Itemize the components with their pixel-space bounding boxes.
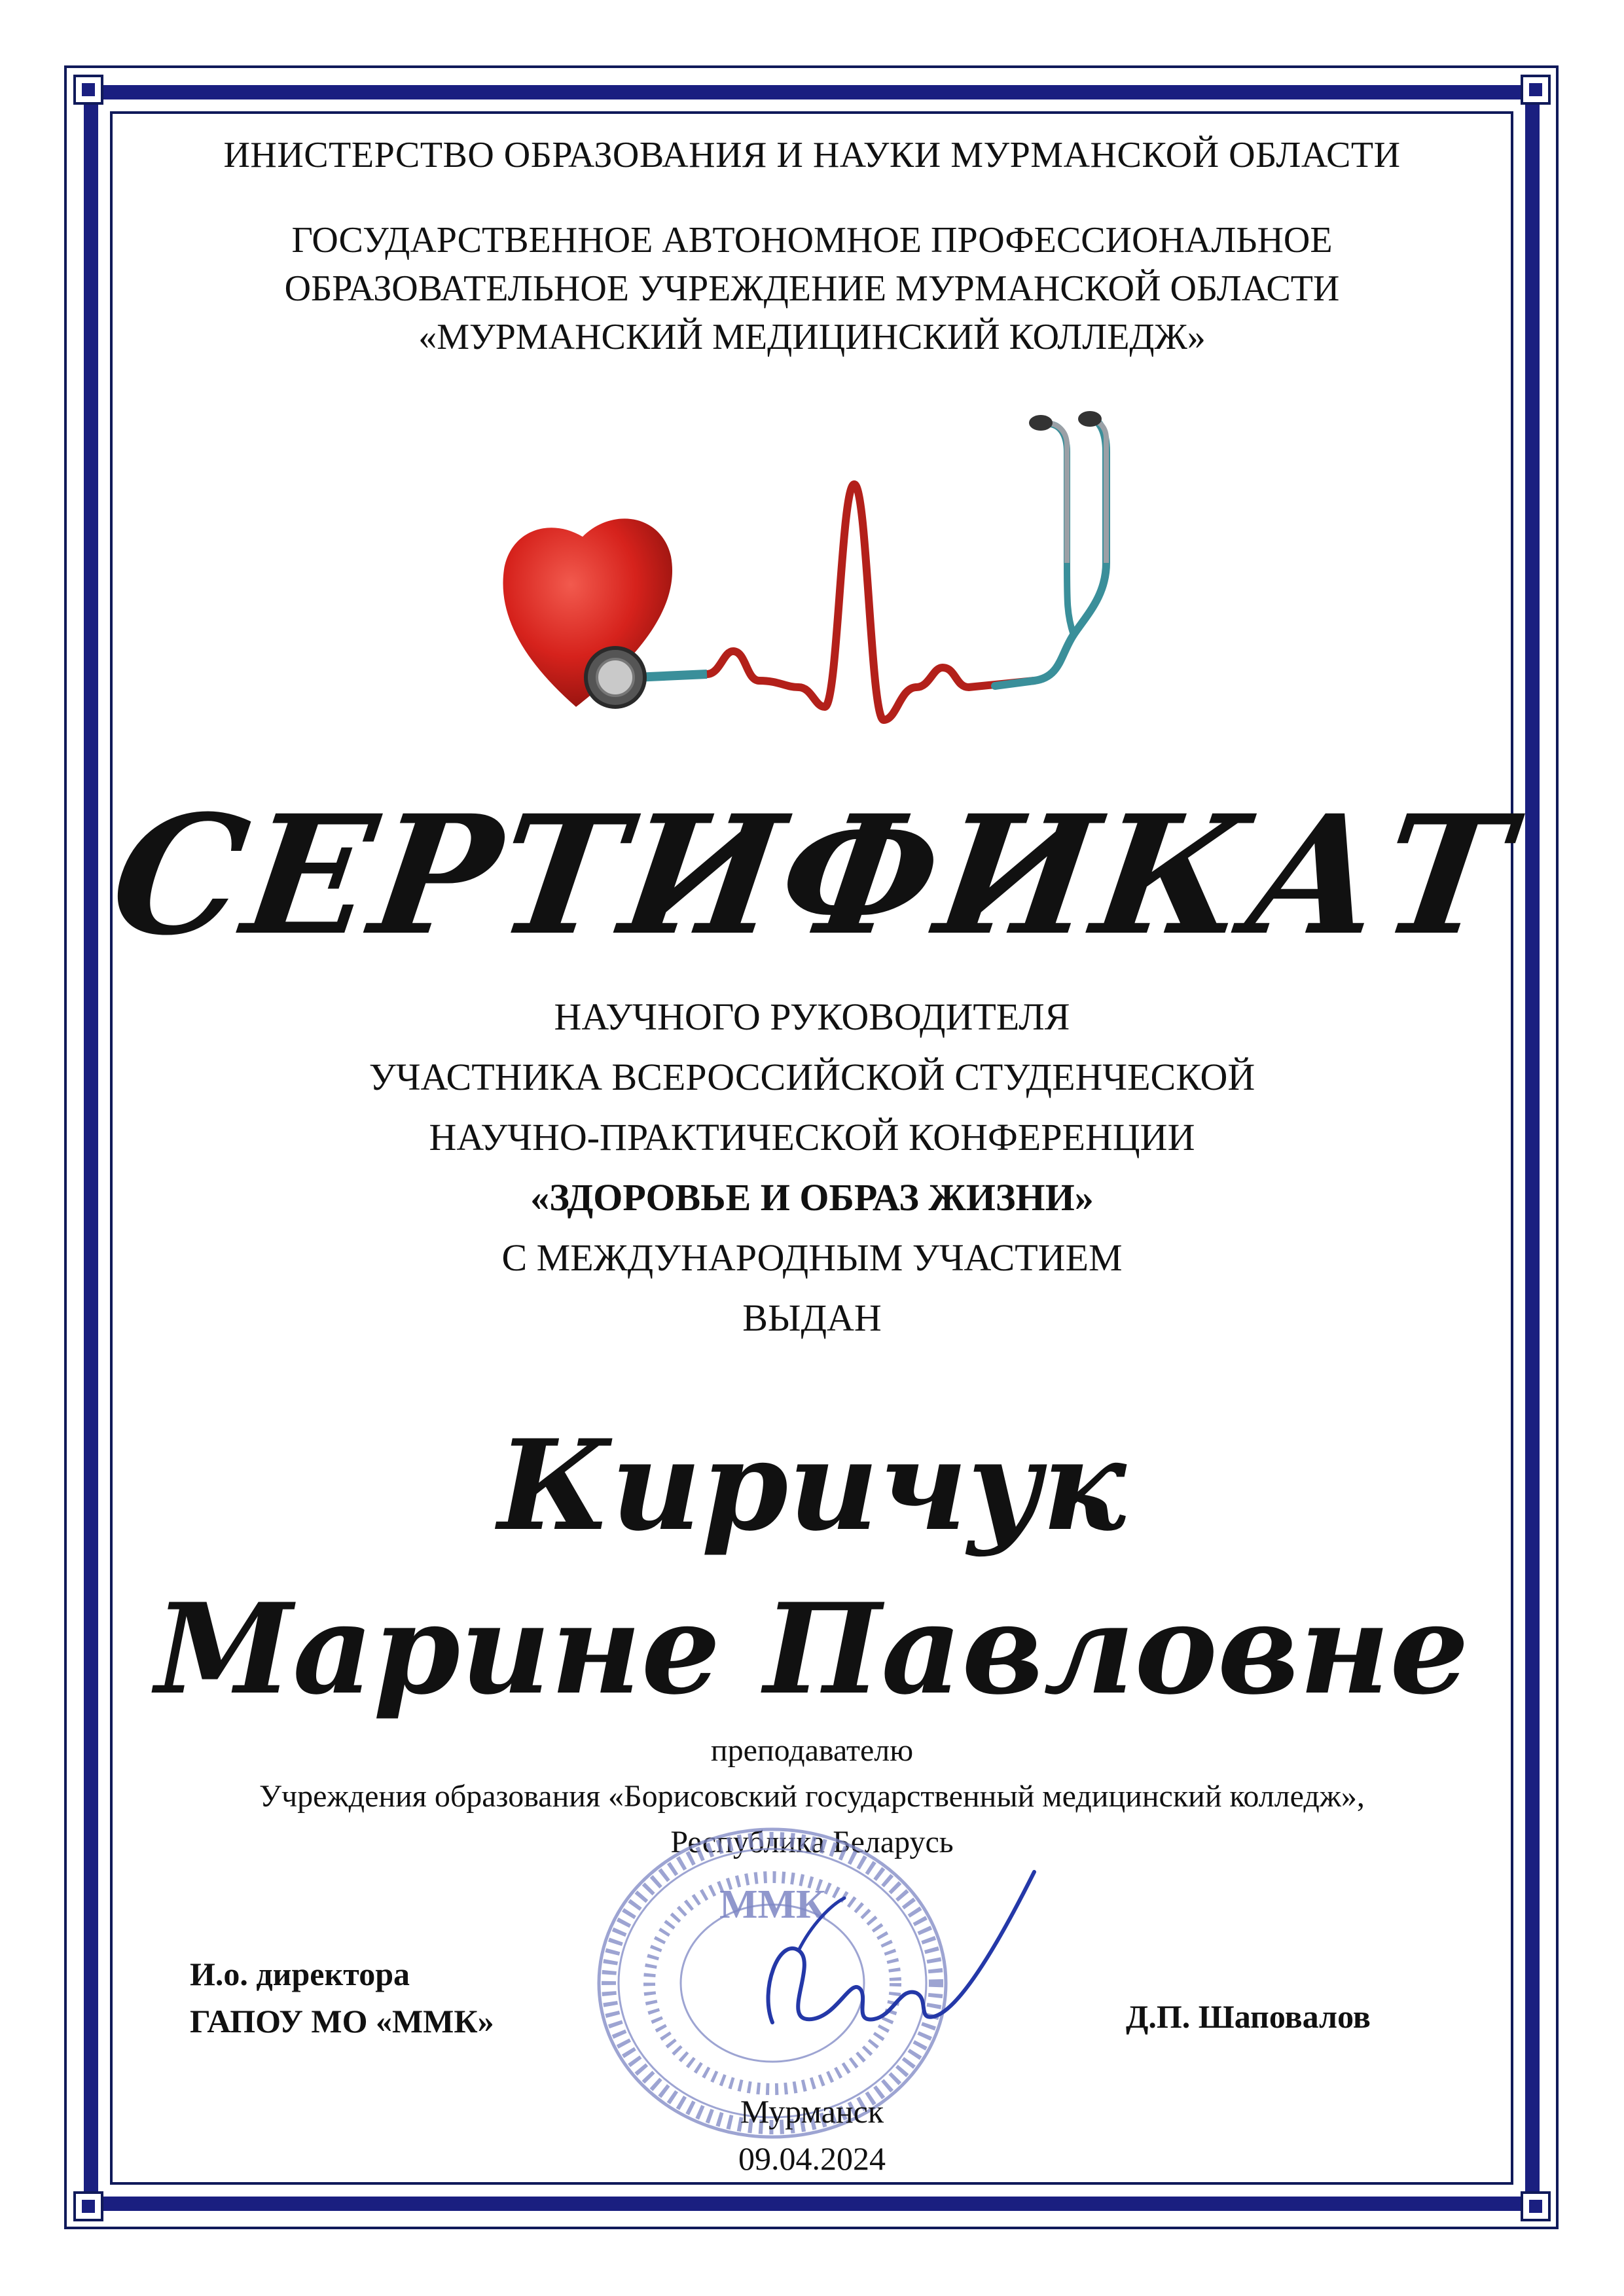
certificate-title: СЕРТИФИКАТ <box>101 779 1523 971</box>
heartbeat-tube <box>622 484 1034 720</box>
recipient-name <box>0 1404 1624 1731</box>
certificate-description <box>0 987 1624 1348</box>
stamp-label: ММК <box>719 1882 825 1927</box>
issue-place-date <box>0 2088 1624 2182</box>
corner-ornament-icon <box>73 2191 103 2221</box>
city: Мурманск <box>740 2093 884 2130</box>
signatory-position <box>190 1950 494 2045</box>
recipient-role: преподавателю <box>710 1733 914 1768</box>
recipient-surname: Киричук <box>497 1412 1127 1558</box>
recipient-organization: Учреждения образования «Борисовский государственный медицинский колледж», <box>259 1779 1365 1814</box>
description-line: С МЕЖДУНАРОДНЫМ УЧАСТИЕМ <box>501 1236 1123 1279</box>
stethoscope-tube <box>995 419 1106 686</box>
ministry-name: ИНИСТЕРСТВО ОБРАЗОВАНИЯ И НАУКИ МУРМАНСКОЙ ОБЛАСТИ <box>223 135 1401 175</box>
stethoscope-tube <box>1051 424 1074 635</box>
description-line: НАУЧНО-ПРАКТИЧЕСКОЙ КОНФЕРЕНЦИИ <box>429 1116 1195 1158</box>
corner-ornament-icon <box>73 75 103 105</box>
corner-ornament-icon <box>1521 75 1551 105</box>
director-signature <box>720 1859 1060 2055</box>
description-line: НАУЧНОГО РУКОВОДИТЕЛЯ <box>554 996 1070 1038</box>
institution-name <box>0 216 1624 361</box>
recipient-given-names: Марине Павловне <box>154 1576 1470 1722</box>
signatory-name: Д.П. Шаповалов <box>1126 1998 1371 2035</box>
earpiece <box>1078 411 1102 427</box>
earpiece <box>1029 415 1053 431</box>
institution-line: ГОСУДАРСТВЕННОЕ АВТОНОМНОЕ ПРОФЕССИОНАЛЬНОЕ <box>291 220 1333 260</box>
institution-line: ОБРАЗОВАТЕЛЬНОЕ УЧРЕЖДЕНИЕ МУРМАНСКОЙ ОБЛАСТИ <box>284 268 1340 309</box>
issue-date: 09.04.2024 <box>738 2140 886 2177</box>
recipient-country: Республика Беларусь <box>670 1825 954 1859</box>
position-line: И.о. директора <box>190 1956 410 1992</box>
chestpiece-center <box>597 659 634 696</box>
corner-ornament-icon <box>1521 2191 1551 2221</box>
description-line: УЧАСТНИКА ВСЕРОССИЙСКОЙ СТУДЕНЧЕСКОЙ <box>369 1056 1255 1098</box>
position-line: ГАПОУ МО «ММК» <box>190 2003 494 2039</box>
heart-stethoscope-icon <box>497 399 1152 740</box>
conference-name: «ЗДОРОВЬЕ И ОБРАЗ ЖИЗНИ» <box>530 1176 1094 1219</box>
issued-label: ВЫДАН <box>742 1297 882 1339</box>
institution-line: «МУРМАНСКИЙ МЕДИЦИНСКИЙ КОЛЛЕДЖ» <box>418 317 1206 357</box>
stethoscope-binaural <box>1047 419 1106 563</box>
